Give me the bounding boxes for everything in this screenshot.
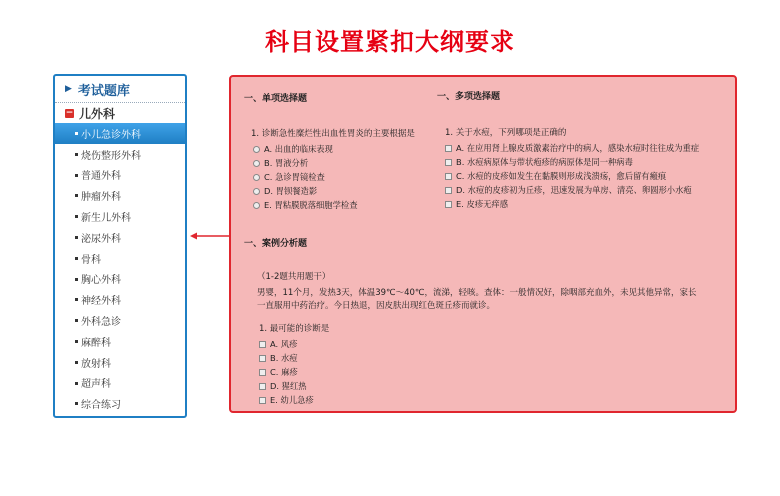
option-label: E. 皮疹无痒感 <box>456 199 509 209</box>
checkbox-icon[interactable] <box>259 369 266 376</box>
sidebar-list <box>55 123 185 414</box>
option-label: B. 水痘 <box>270 353 298 363</box>
sidebar-item-ultrasound[interactable]: 超声科 <box>55 373 185 394</box>
triangle-right-icon: ▶ <box>65 84 72 94</box>
page-title: 科目设置紧扣大纲要求 <box>265 28 515 56</box>
case-option-d[interactable] <box>259 380 307 392</box>
option-label: A. 风疹 <box>270 339 298 349</box>
sidebar-item-anesthesiology[interactable]: 麻醉科 <box>55 331 185 352</box>
radio-icon[interactable] <box>253 202 260 209</box>
sidebar-item-neurosurgery[interactable]: 神经外科 <box>55 289 185 310</box>
case-question: 1. 最可能的诊断是 <box>259 324 330 334</box>
single-option-b[interactable] <box>253 157 308 169</box>
option-label: B. 水痘病原体与带状疱疹的病原体是同一种病毒 <box>456 157 633 167</box>
case-group-label: （1-2题共用题干） <box>257 272 331 282</box>
case-stem-line1: 男婴，11个月，发热3天，体温39℃～40℃，流涕，轻咳。查体：一般情况好，除咽部充血外，未见其他异常，家长 <box>257 288 697 298</box>
multi-option-b[interactable] <box>445 156 633 168</box>
multi-choice-title: 一、多项选择题 <box>437 92 501 102</box>
option-label: B. 胃液分析 <box>264 158 309 168</box>
sidebar-category-label: 儿外科 <box>79 106 116 121</box>
case-option-e[interactable] <box>259 394 314 406</box>
checkbox-icon[interactable] <box>445 159 452 166</box>
option-label: D. 水痘的皮疹初为丘疹，迅速发展为单房、清亮、卵圆形小水疱 <box>456 185 692 195</box>
checkbox-icon[interactable] <box>259 397 266 404</box>
case-option-b[interactable] <box>259 352 298 364</box>
case-analysis-title: 一、案例分析题 <box>244 239 308 249</box>
option-label: C. 水痘的皮疹如发生在黏膜则形成浅溃疡，愈后留有瘢痕 <box>456 171 667 181</box>
sidebar-category[interactable] <box>55 103 185 123</box>
radio-icon[interactable] <box>253 160 260 167</box>
multi-question: 1. 关于水痘，下列哪项是正确的 <box>445 128 567 138</box>
sidebar-item-general-surgery[interactable]: 普通外科 <box>55 165 185 186</box>
sidebar-item-surgical-emergency[interactable]: 外科急诊 <box>55 310 185 331</box>
sidebar-item-burn-plastic-surgery[interactable]: 烧伤整形外科 <box>55 144 185 165</box>
checkbox-icon[interactable] <box>445 201 452 208</box>
option-label: C. 麻疹 <box>270 367 298 377</box>
single-option-c[interactable] <box>253 171 325 183</box>
sidebar <box>53 74 187 418</box>
multi-option-c[interactable] <box>445 170 666 182</box>
option-label: E. 幼儿急疹 <box>270 395 314 405</box>
sidebar-item-radiology[interactable]: 放射科 <box>55 352 185 373</box>
sidebar-header-label: 考试题库 <box>77 83 130 99</box>
single-option-a[interactable] <box>253 143 333 155</box>
checkbox-icon[interactable] <box>445 145 452 152</box>
option-label: E. 胃粘膜脱落细胞学检查 <box>264 200 358 210</box>
checkbox-icon[interactable] <box>445 173 452 180</box>
exam-preview-panel <box>229 75 737 413</box>
multi-option-e[interactable] <box>445 198 508 210</box>
multi-option-d[interactable] <box>445 184 692 196</box>
sidebar-item-neonatal-surgery[interactable]: 新生儿外科 <box>55 206 185 227</box>
sidebar-header[interactable] <box>55 76 185 103</box>
option-label: A. 出血的临床表现 <box>264 144 333 154</box>
single-choice-title: 一、单项选择题 <box>244 94 308 104</box>
option-label: D. 胃钡餐造影 <box>264 186 318 196</box>
checkbox-icon[interactable] <box>445 187 452 194</box>
single-question: 1. 诊断急性糜烂性出血性胃炎的主要根据是 <box>251 129 415 139</box>
sidebar-item-urology[interactable]: 泌尿外科 <box>55 227 185 248</box>
option-label: D. 猩红热 <box>270 381 307 391</box>
radio-icon[interactable] <box>253 174 260 181</box>
single-option-d[interactable] <box>253 185 317 197</box>
checkbox-icon[interactable] <box>259 355 266 362</box>
sidebar-item-thoracic-surgery[interactable]: 胸心外科 <box>55 269 185 290</box>
radio-icon[interactable] <box>253 188 260 195</box>
case-option-c[interactable] <box>259 366 298 378</box>
case-option-a[interactable] <box>259 338 297 350</box>
sidebar-item-tumor-surgery[interactable]: 肿瘤外科 <box>55 185 185 206</box>
option-label: C. 急诊胃镜检查 <box>264 172 325 182</box>
checkbox-icon[interactable] <box>259 341 266 348</box>
sidebar-item-orthopedics[interactable]: 骨科 <box>55 248 185 269</box>
case-stem-line2: 一直服用中药治疗。今日热退，因皮肤出现红色斑丘疹而就诊。 <box>257 301 496 311</box>
arrow-left-icon <box>190 232 230 240</box>
sidebar-item-comprehensive-practice[interactable]: 综合练习 <box>55 393 185 414</box>
option-label: A. 在应用肾上腺皮质激素治疗中的病人，感染水痘时往往成为重症 <box>456 143 700 153</box>
checkbox-icon[interactable] <box>259 383 266 390</box>
collapse-minus-icon[interactable]: − <box>65 107 74 118</box>
single-option-e[interactable] <box>253 199 358 211</box>
multi-option-a[interactable] <box>445 142 699 154</box>
sidebar-item-pediatric-emergency-surgery[interactable]: 小儿急诊外科 <box>55 123 185 144</box>
radio-icon[interactable] <box>253 146 260 153</box>
